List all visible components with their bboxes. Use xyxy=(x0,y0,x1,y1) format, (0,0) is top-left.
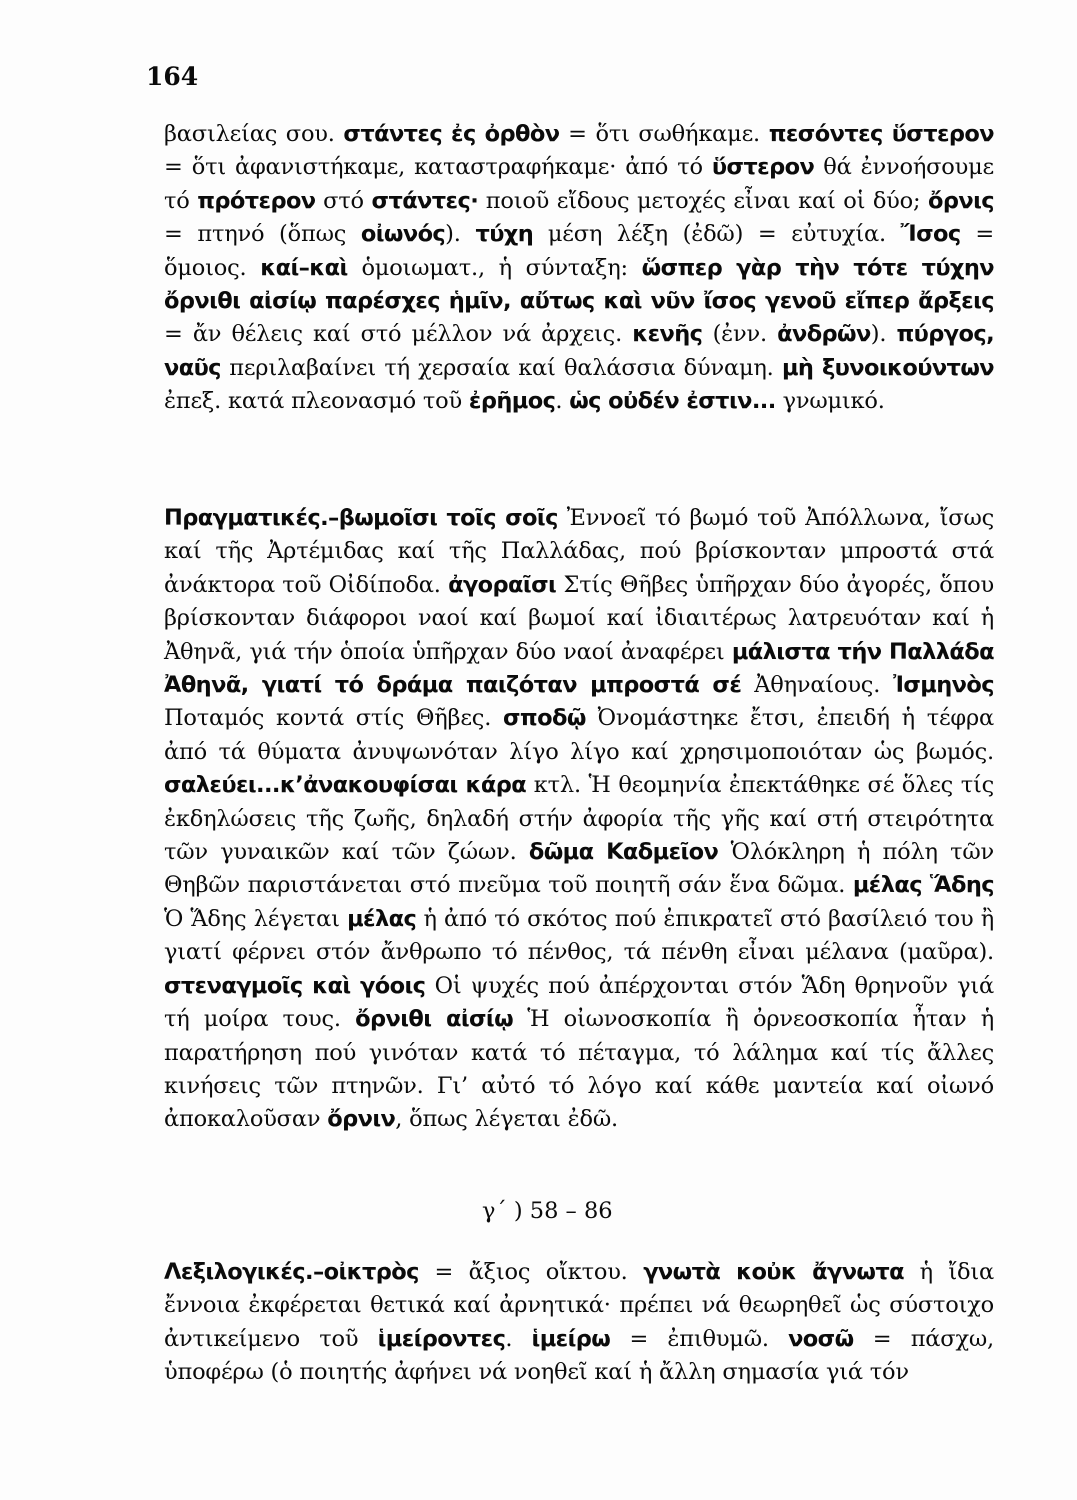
lemma-term: μὴ ξυνοικούντων xyxy=(781,354,994,381)
lemma-term: πεσόντες ὕστερον xyxy=(768,121,994,147)
lemma-term: σποδῷ xyxy=(502,705,586,732)
commentary-text: Ὁλόκληρη ἡ πόλη τῶν Θηβῶν παριστάνεται στό πνεῦμα τοῦ ποιητῆ σάν ἕνα δῶμα. xyxy=(164,839,995,899)
page-number: 164 xyxy=(146,62,199,91)
lemma-term: ὥσπερ γὰρ τὴν τότε τύχην ὄρνιθι αἰσίῳ παρέσχες ἡμῖν, αὔτως καὶ νῦν ἴσος γενοῦ εἴπερ ἄρξεις xyxy=(164,254,994,315)
lemma-term: σαλεύει...κ’ἀνακουφίσαι κάρα xyxy=(164,772,527,799)
commentary-text: = πτηνό (ὅπως xyxy=(164,221,361,248)
commentary-text: = ὅτι ἀφανιστήκαμε, καταστραφήκαμε· ἀπό τό xyxy=(164,154,712,181)
lemma-term: ὄρνις xyxy=(927,187,994,214)
lemma-term: γνωτὰ κοὐκ ἄγνωτα xyxy=(643,1259,905,1285)
lemma-term: μάλιστα τήν Παλλάδα Ἀθηνᾶ, γιατί τό δράμα παιζόταν μπροστά σέ xyxy=(164,638,994,699)
commentary-text: Ἡ οἰωνοσκοπία ἢ ὀρνεοσκοπία ἦταν ἡ παρατήρηση πού γινόταν κατά τό πέταγμα, τό λάλημα καί τίς ἄλλες κινήσεις τῶν πτηνῶν. Γι’ αὐτό τό λόγο καί κάθε μαντεία καί οἰωνό ἀποκαλοῦσαν xyxy=(164,1006,994,1133)
commentary-text: = πάσχω, ὑποφέρω (ὁ ποιητής ἀφήνει νά νοηθεῖ καί ἡ ἄλλη σημασία γιά τόν xyxy=(164,1325,994,1386)
commentary-text: . xyxy=(555,388,570,415)
lemma-term: ὄρνιθι αἰσίῳ xyxy=(355,1006,514,1033)
commentary-paragraph xyxy=(164,118,994,419)
lemma-term: κενῆς xyxy=(632,321,703,348)
commentary-text: ἡ ἀπό τό σκότος πού ἐπικρατεῖ στό βασίλειό του ἢ γιατί φέρνει στόν ἄνθρωπο τό πένθος, τά πένθη εἶναι μέλανα (μαῦρα). xyxy=(164,905,994,966)
commentary-text: Ὀνομάστηκε ἔτσι, ἐπειδή ἡ τέφρα ἀπό τά θύματα ἀνυψωνόταν λίγο λίγο καί χρησιμοποιόταν ὡς βωμός. xyxy=(164,705,994,765)
commentary-text: ποιοῦ εἴδους μετοχές εἶναι καί οἱ δύο; xyxy=(478,187,928,214)
lemma-term: καί–καὶ xyxy=(260,254,348,281)
commentary-text: θά ἐννοήσουμε τό xyxy=(164,154,994,214)
lemma-term: ἱμείροντες xyxy=(377,1325,506,1352)
lemma-term: Ἰσμηνὸς xyxy=(893,672,995,699)
commentary-text: κτλ. Ἡ θεομηνία ἐπεκτάθηκε σέ ὅλες τίς ἐκδηλώσεις τῆς ζωῆς, δηλαδή στήν ἀφορία τῆς γῆς καί στή στειρότητα τῶν γυναικῶν καί τῶν ζώων. xyxy=(164,772,994,866)
lemma-term: Λεξιλογικές.–οἰκτρὸς xyxy=(164,1259,419,1285)
commentary-paragraph xyxy=(164,1256,994,1390)
commentary-text: μέση λέξη (ἐδῶ) = εὐτυχία. xyxy=(533,221,901,248)
commentary-paragraph xyxy=(164,502,994,1137)
commentary-text: , ὅπως λέγεται ἐδῶ. xyxy=(395,1106,618,1133)
lemma-term: τύχη xyxy=(475,221,534,248)
commentary-text: στό xyxy=(315,187,372,214)
lemma-term: ἱμείρω xyxy=(531,1325,611,1352)
lemma-term: μέλας xyxy=(347,905,417,932)
lemma-term: μέλας Ἅδης xyxy=(852,872,994,899)
lemma-term: Πραγματικές.–βωμοῖσι τοῖς σοῖς xyxy=(164,505,558,531)
lemma-term: πύργος, ναῦς xyxy=(164,321,995,381)
lemma-term: πρότερον xyxy=(197,187,316,214)
commentary-text: = ὅτι σωθήκαμε. xyxy=(559,121,769,147)
commentary-text: ). xyxy=(445,221,476,248)
commentary-text: (ἐνν. xyxy=(702,321,778,348)
commentary-text: . xyxy=(505,1325,532,1352)
lemma-term: οἰωνός xyxy=(360,221,446,248)
commentary-text: = ἐπιθυμῶ. xyxy=(610,1325,789,1352)
commentary-text: = ἄξιος οἴκτου. xyxy=(418,1259,644,1285)
lemma-term: ὄρνιν xyxy=(327,1106,396,1133)
commentary-text: Στίς Θῆβες ὑπῆρχαν δύο ἀγορές, ὅπου βρίσκονταν διάφοροι ναοί καί βωμοί καί ἰδιαιτέρως λατρευόταν καί ἡ Ἀθηνᾶ, γιά τήν ὁποία ὑπῆρχαν δύο ναοί ἀναφέρει xyxy=(164,571,994,665)
lemma-term: ἀνδρῶν xyxy=(777,321,871,348)
lemma-term: ἐρῆμος xyxy=(468,388,556,415)
commentary-text: Οἱ ψυχές πού ἀπέρχονται στόν Ἅδη θρηνοῦν γιά τή μοίρα τους. xyxy=(164,972,994,1033)
lemma-term: νοσῶ xyxy=(788,1325,854,1352)
commentary-text: περιλαβαίνει τή χερσαία καί θαλάσσια δύναμη. xyxy=(220,354,782,381)
commentary-text: Ὁ Ἅδης λέγεται xyxy=(164,905,348,932)
lemma-term: Ἴσος xyxy=(900,221,961,248)
lemma-term: στεναγμοῖς καὶ γόοις xyxy=(164,972,426,999)
lemma-term: ὕστερον xyxy=(711,154,815,181)
lemma-term: ὡς οὐδέν ἐστιν... xyxy=(569,388,776,415)
commentary-text: ἐπεξ. κατά πλεονασμό τοῦ xyxy=(164,388,469,415)
commentary-text: = ὅμοιος. xyxy=(164,221,994,281)
commentary-text: βασιλείας σου. xyxy=(164,121,344,147)
commentary-text: ). xyxy=(870,321,897,348)
lemma-term: στάντες· xyxy=(371,187,479,214)
lemma-term: ἀγοραῖσι xyxy=(448,571,557,598)
commentary-text: Ποταμός κοντά στίς Θῆβες. xyxy=(164,705,503,732)
commentary-text: ἡ ἴδια ἔννοια ἐκφέρεται θετικά καί ἀρνητικά· πρέπει νά θεωρηθεῖ ὡς σύστοιχο ἀντικείμενο τοῦ xyxy=(164,1259,994,1352)
lemma-term: στάντες ἐς ὀρθὸν xyxy=(343,121,560,147)
lemma-term: δῶμα Καδμεῖον xyxy=(528,839,719,866)
commentary-text: Ἐννοεῖ τό βωμό τοῦ Ἀπόλλωνα, ἴσως καί τῆς Ἀρτέμιδας καί τῆς Παλλάδας, πού βρίσκονταν μπροστά στά ἀνάκτορα τοῦ Οἰδίποδα. xyxy=(164,505,994,598)
commentary-text: ὁμοιωματ., ἡ σύνταξη: xyxy=(347,254,642,281)
commentary-text: Ἀθηναίους. xyxy=(741,672,894,699)
commentary-text: = ἄν θέλεις καί στό μέλλον νά ἀρχεις. xyxy=(164,321,633,348)
section-heading: γ΄ ) 58 – 86 xyxy=(482,1198,613,1224)
commentary-text: γνωμικό. xyxy=(775,388,885,415)
